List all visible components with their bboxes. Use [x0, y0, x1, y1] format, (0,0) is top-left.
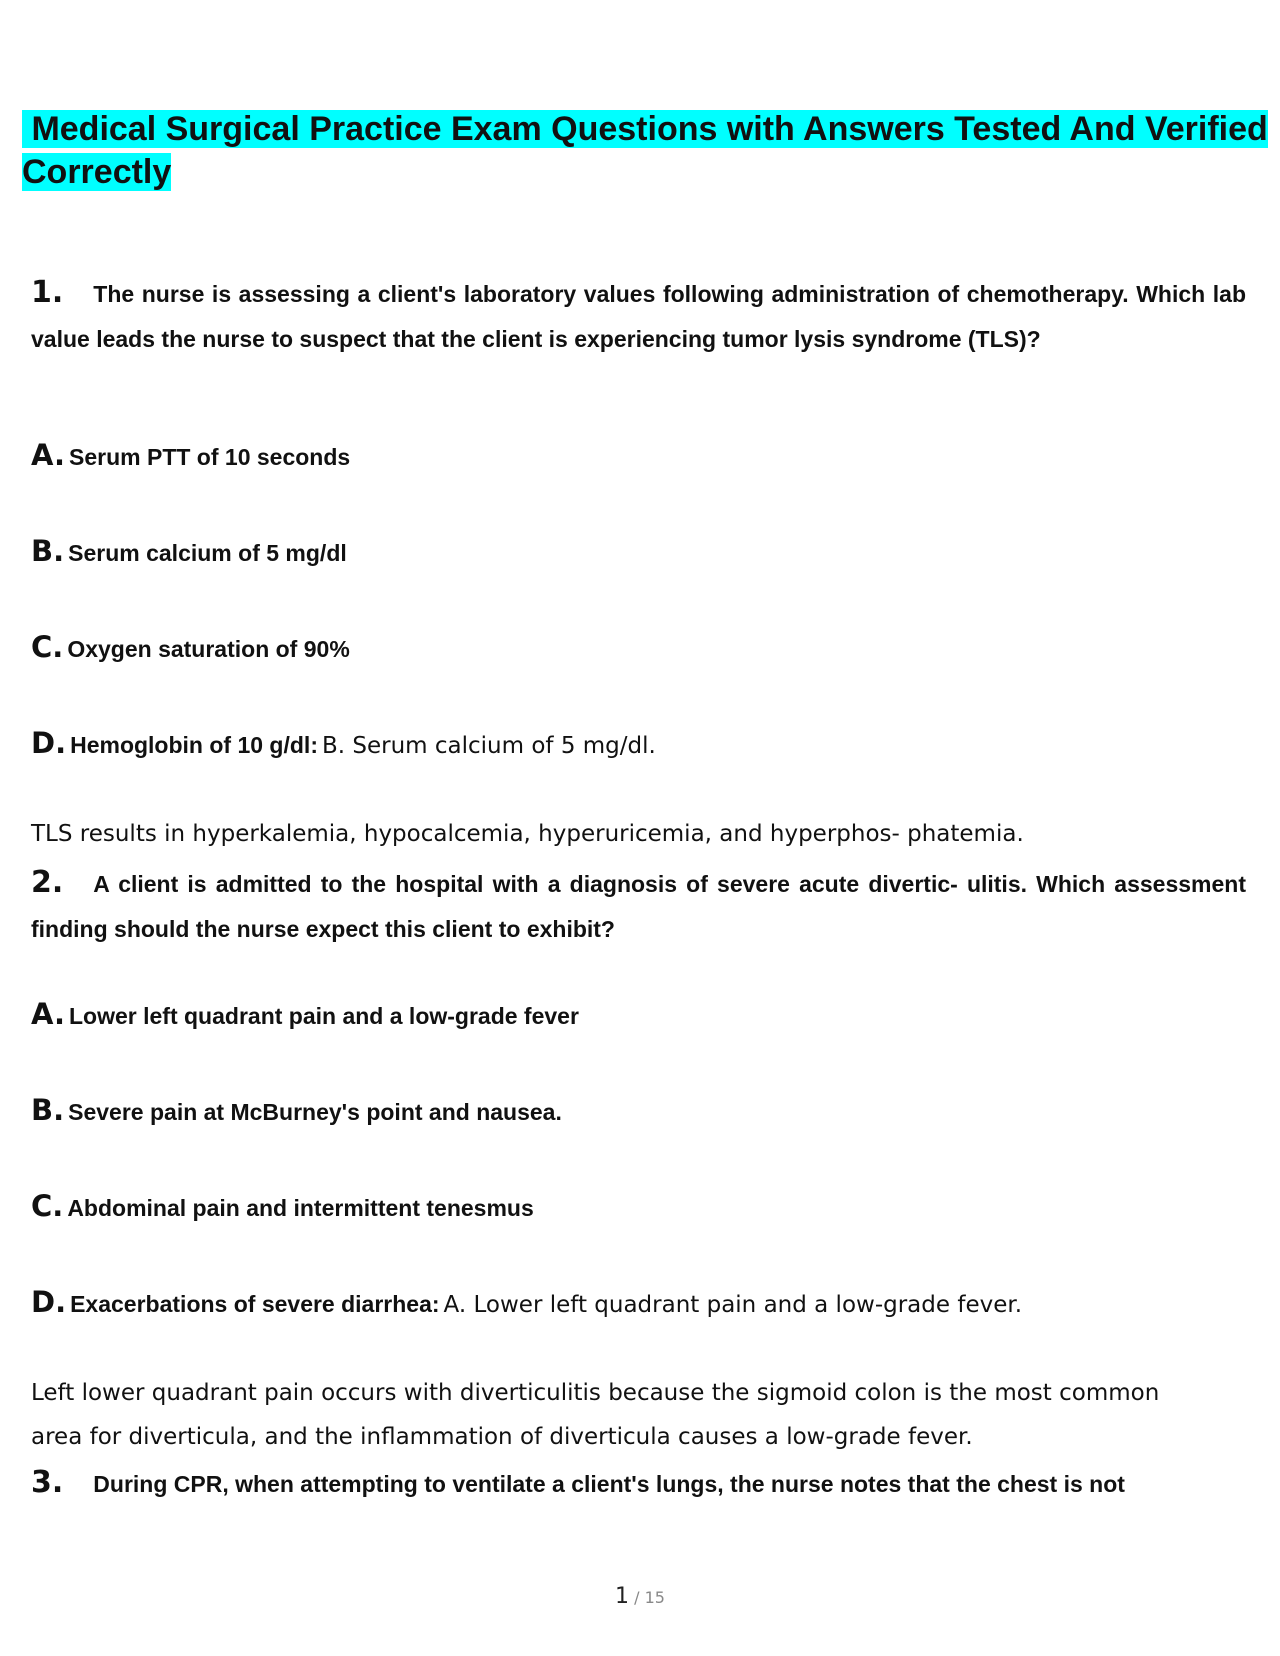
question-2-number: 2.: [31, 865, 64, 900]
question-1-rationale: TLS results in hyperkalemia, hypocalcemia, hyperuricemia, and hyperphos- phatemia.: [31, 821, 1024, 847]
option-text: Serum calcium of 5 mg/dl: [68, 540, 347, 566]
question-3-stem: [31, 1460, 1246, 1507]
option-letter: A.: [31, 438, 65, 472]
page-indicator: [0, 1584, 1280, 1609]
question-1-stem: [31, 270, 1246, 362]
option-letter: D.: [31, 726, 67, 760]
option-text: Oxygen saturation of 90%: [67, 636, 350, 662]
option-letter: B.: [31, 534, 65, 568]
question-2-option-c: [31, 1189, 1246, 1223]
option-letter: B.: [31, 1093, 65, 1127]
question-1-option-b: [31, 534, 1246, 568]
title-highlight: [22, 110, 1268, 191]
option-letter: C.: [31, 630, 64, 664]
option-letter: C.: [31, 1189, 64, 1223]
option-letter: D.: [31, 1285, 67, 1319]
current-page: 1: [615, 1584, 630, 1609]
total-pages: / 15: [634, 1588, 665, 1607]
question-2-rationale: Left lower quadrant pain occurs with diverticulitis because the sigmoid colon is the most common area for diverticula, and the inflammation of diverticula causes a low-grade fever.: [31, 1380, 1160, 1450]
option-text: Serum PTT of 10 seconds: [69, 444, 351, 470]
title-text: Medical Surgical Practice Exam Questions with Answers Tested And Verified Correctly: [22, 110, 1268, 191]
option-text: Abdominal pain and intermittent tenesmus: [67, 1195, 534, 1221]
question-2-answer: A. Lower left quadrant pain and a low-grade fever.: [443, 1292, 1023, 1318]
question-1: [31, 270, 1246, 362]
page-title: [22, 108, 1272, 194]
option-text: Hemoglobin of 10 g/dl:: [70, 732, 318, 758]
question-1-option-a: [31, 438, 1246, 472]
option-letter: A.: [31, 997, 65, 1031]
question-2-option-b: [31, 1093, 1246, 1127]
question-1-answer: B. Serum calcium of 5 mg/dl.: [321, 733, 656, 759]
question-3-number: 3.: [31, 1465, 64, 1500]
option-text: Severe pain at McBurney's point and nausea.: [68, 1099, 562, 1125]
question-2-stem: [31, 860, 1246, 952]
question-2-option-a: [31, 997, 1246, 1031]
option-text: Lower left quadrant pain and a low-grade fever: [69, 1003, 579, 1029]
question-2-text: A client is admitted to the hospital with a diagnosis of severe acute divertic- ulitis. Which assessment finding should the nurse expect this client to exhibit?: [31, 871, 1246, 942]
question-1-text: The nurse is assessing a client's laboratory values following administration of chemotherapy. Which lab value leads the nurse to suspect that the client is experiencing tumor lysis syndrome (TLS)?: [31, 281, 1246, 352]
question-1-number: 1.: [31, 275, 64, 310]
question-3: [31, 1460, 1246, 1507]
question-2-option-d: [31, 1285, 1246, 1319]
question-1-option-d: [31, 726, 1246, 760]
question-1-option-c: [31, 630, 1246, 664]
question-2: [31, 860, 1246, 952]
question-3-text: During CPR, when attempting to ventilate a client's lungs, the nurse notes that the chest is not: [93, 1471, 1125, 1497]
option-text: Exacerbations of severe diarrhea:: [70, 1291, 440, 1317]
